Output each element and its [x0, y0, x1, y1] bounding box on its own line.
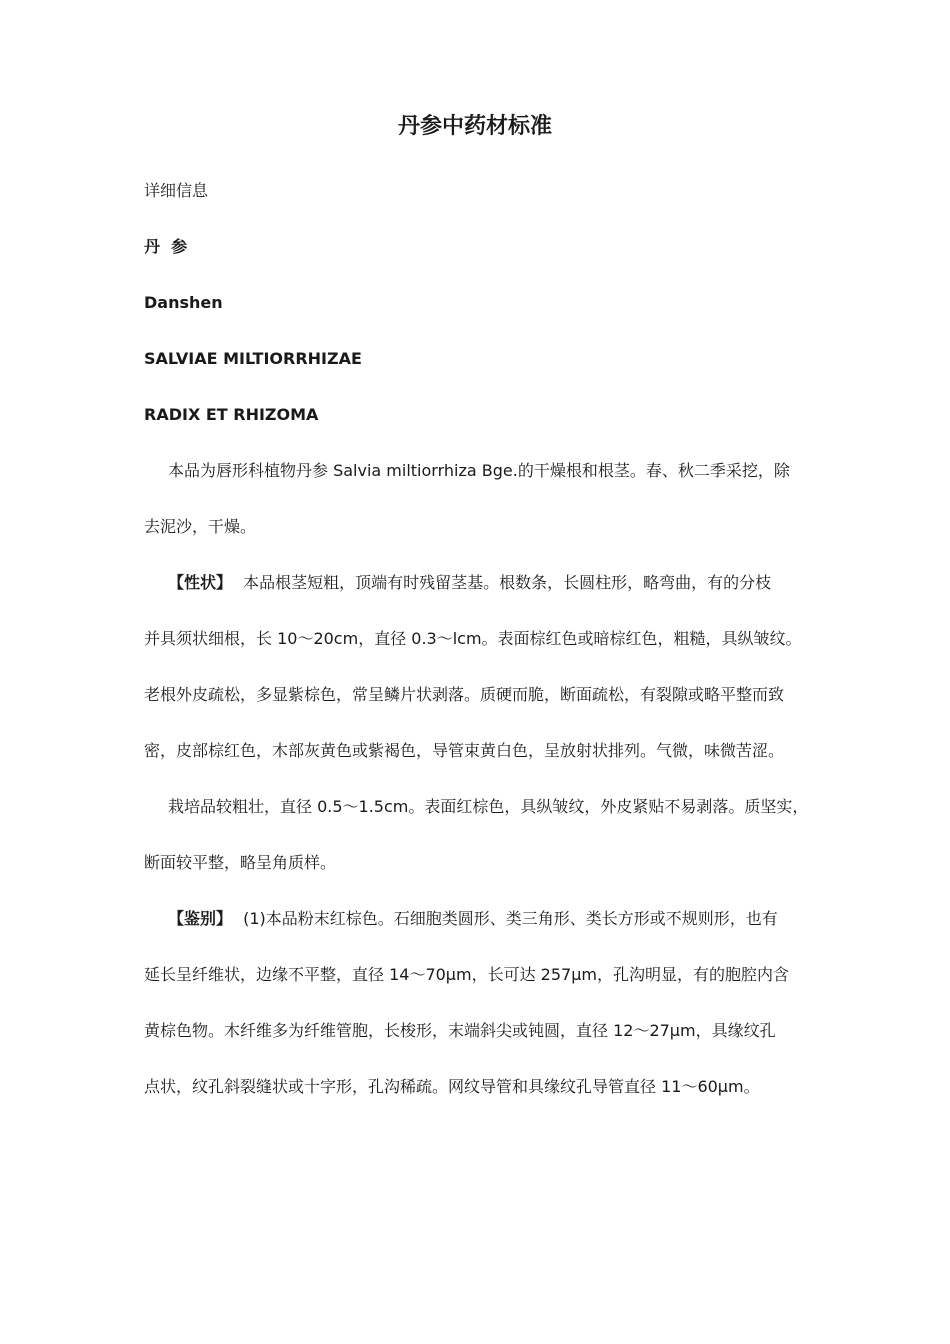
herb-name-latin-2: RADIX ET RHIZOMA: [144, 405, 319, 424]
characters-label: 【性状】: [168, 573, 233, 592]
source-paragraph-line-2: 去泥沙，干燥。: [144, 517, 257, 536]
identification-paragraph-line-2: 延长呈纤维状，边缘不平整，直径 14～70μm，长可达 257μm，孔沟明显，有的胞腔内含: [144, 965, 789, 984]
characters-paragraph-line-3: 老根外皮疏松，多显紫棕色，常呈鳞片状剥落。质硬而脆，断面疏松，有裂隙或略平整而致: [144, 685, 785, 704]
section-label: 详细信息: [144, 181, 209, 200]
characters-paragraph-line-2: 并具须状细根，长 10～20cm，直径 0.3～lcm。表面棕红色或暗棕红色，粗糙，具纵皱纹。: [144, 629, 802, 648]
characters-text: 本品根茎短粗，顶端有时残留茎基。根数条，长圆柱形，略弯曲，有的分枝: [243, 573, 772, 592]
identification-paragraph-line-1: [144, 904, 820, 960]
cultivated-paragraph-line-2: 断面较平整，略呈角质样。: [144, 853, 337, 872]
cultivated-paragraph-line-1: 栽培品较粗壮，直径 0.5～1.5cm。表面红棕色，具纵皱纹，外皮紧贴不易剥落。质坚实，: [168, 797, 809, 816]
identification-label: 【鉴别】: [168, 909, 233, 928]
identification-paragraph-line-4: 点状，纹孔斜裂缝状或十字形，孔沟稀疏。网纹导管和具缘纹孔导管直径 11～60μm。: [144, 1077, 760, 1096]
document-title: 丹参中药材标准: [397, 114, 552, 139]
herb-name-latin-1: SALVIAE MILTIORRHIZAE: [144, 349, 362, 368]
characters-paragraph-line-1: [144, 568, 820, 624]
document-body: [144, 176, 820, 1128]
identification-paragraph-line-3: 黄棕色物。木纤维多为纤维管胞，长梭形，末端斜尖或钝圆，直径 12～27μm，具缘纹孔: [144, 1021, 776, 1040]
source-paragraph-line-1: 本品为唇形科植物丹参 Salvia miltiorrhiza Bge.的干燥根和根茎。春、秋二季采挖，除: [168, 461, 790, 480]
herb-name-chinese: 丹 参: [144, 237, 188, 256]
characters-paragraph-line-4: 密，皮部棕红色，木部灰黄色或紫褐色，导管束黄白色，呈放射状排列。气微，味微苦涩。: [144, 741, 785, 760]
herb-name-pinyin: Danshen: [144, 293, 223, 312]
identification-text: (1)本品粉末红棕色。石细胞类圆形、类三角形、类长方形或不规则形，也有: [243, 909, 778, 928]
